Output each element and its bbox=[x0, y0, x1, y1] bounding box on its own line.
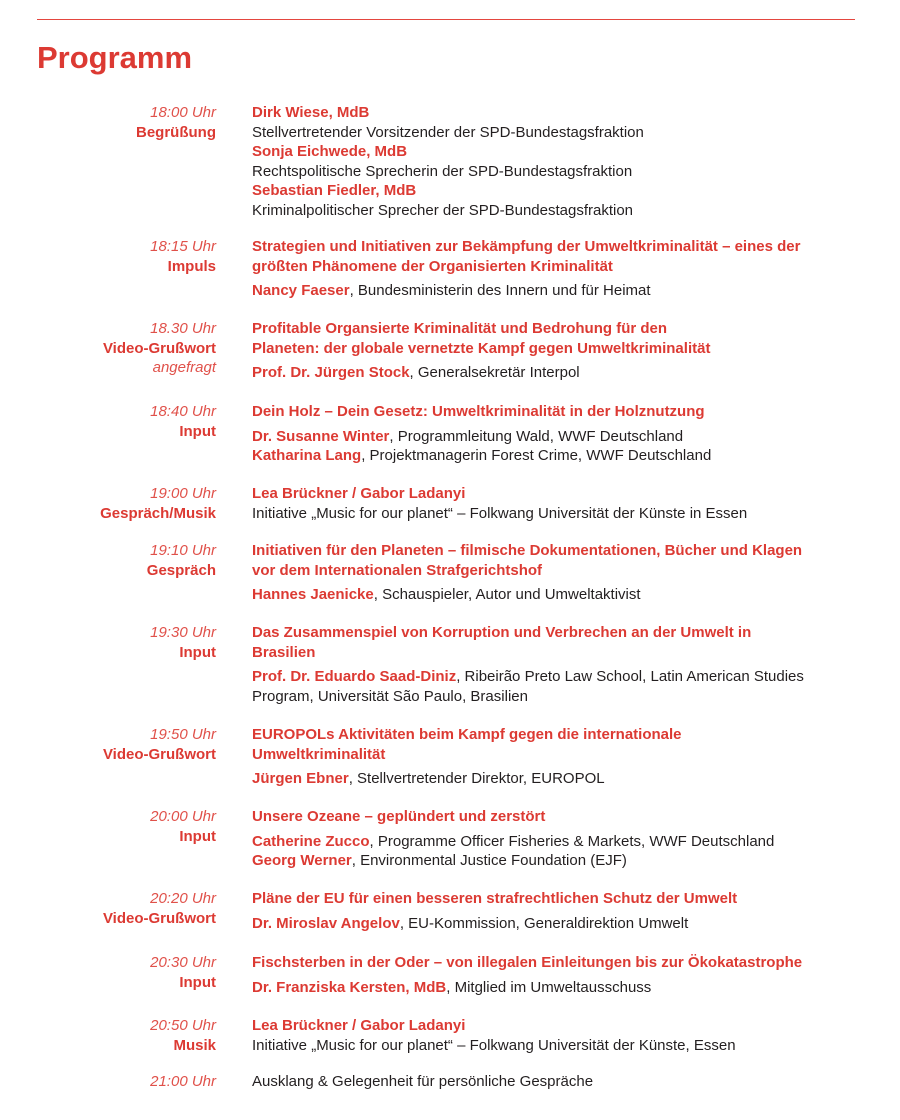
entry-meta bbox=[40, 237, 216, 276]
entry-meta bbox=[40, 889, 216, 928]
speaker-name: Prof. Dr. Eduardo Saad-Diniz bbox=[252, 668, 457, 685]
speaker-affiliation: , Stellvertretender Direktor, EUROPOL bbox=[348, 770, 605, 787]
entry-time: 18:40 Uhr bbox=[150, 403, 216, 420]
speaker-name: Nancy Faeser bbox=[252, 282, 350, 299]
entry-format: Gespräch bbox=[146, 561, 216, 579]
session-title bbox=[252, 807, 852, 827]
speaker-line bbox=[252, 769, 852, 789]
entry-meta bbox=[40, 103, 216, 142]
entry-meta bbox=[40, 319, 216, 378]
entry-time: 19:10 Uhr bbox=[150, 542, 216, 559]
speaker-affiliation: , Programmleitung Wald, WWF Deutschland bbox=[389, 427, 684, 445]
session-title-line: Initiativen für den Planeten – filmische Dokumentationen, Bücher und Klagen bbox=[252, 542, 803, 559]
session-title-line: Planeten: der globale vernetzte Kampf gegen Umweltkriminalität bbox=[252, 339, 711, 357]
entry-content bbox=[252, 484, 852, 523]
entry-content bbox=[252, 889, 852, 933]
entry-format: Impuls bbox=[167, 257, 216, 275]
session-title-line: Fischsterben in der Oder – von illegalen Einleitungen bis zur Ökokatastrophe bbox=[252, 954, 803, 971]
entry-time: 21:00 Uhr bbox=[150, 1073, 216, 1090]
entry-time: 20:50 Uhr bbox=[150, 1017, 216, 1034]
session-title-line: Profitable Organsierte Kriminalität und Bedrohung für den bbox=[252, 320, 668, 337]
entry-time: 19:30 Uhr bbox=[150, 624, 216, 641]
speaker-name: Lea Brückner / Gabor Ladanyi bbox=[252, 1017, 466, 1034]
entry-format: Video-Grußwort bbox=[102, 339, 216, 357]
entry-format: Input bbox=[179, 643, 216, 661]
session-title-line: Umweltkriminalität bbox=[252, 745, 386, 763]
speaker-line bbox=[252, 281, 852, 301]
speaker-affiliation: , EU-Kommission, Generaldirektion Umwelt bbox=[399, 914, 689, 932]
session-title bbox=[252, 725, 852, 764]
speaker-name: Dr. Miroslav Angelov bbox=[252, 914, 400, 932]
speaker-name: Lea Brückner / Gabor Ladanyi bbox=[252, 485, 466, 502]
speaker-line bbox=[252, 667, 852, 706]
closing-text: Ausklang & Gelegenheit für persönliche Gespräche bbox=[252, 1073, 594, 1090]
session-title bbox=[252, 237, 852, 276]
entry-content bbox=[252, 541, 852, 605]
speaker-role: Rechtspolitische Sprecherin der SPD-Bundestagsfraktion bbox=[252, 162, 633, 180]
speaker-name: Katharina Lang bbox=[252, 447, 362, 464]
speaker-affiliation: , Programme Officer Fisheries & Markets, WWF Deutschland bbox=[369, 832, 775, 850]
entry-content bbox=[252, 1016, 852, 1055]
session-title-line: Unsere Ozeane – geplündert und zerstört bbox=[252, 808, 546, 825]
speaker-line bbox=[252, 851, 852, 871]
speaker-name: Catherine Zucco bbox=[252, 832, 370, 850]
session-title-line: größten Phänomene der Organisierten Kriminalität bbox=[252, 257, 613, 275]
speaker-affiliation: , Environmental Justice Foundation (EJF) bbox=[351, 852, 627, 869]
speaker-name: Dr. Franziska Kersten, MdB bbox=[252, 978, 447, 996]
session-title bbox=[252, 889, 852, 909]
speaker-name: Hannes Jaenicke bbox=[252, 586, 374, 603]
speaker-role: Stellvertretender Vorsitzender der SPD-Bundestagsfraktion bbox=[252, 123, 644, 141]
entry-content bbox=[252, 953, 852, 997]
speaker-role: Kriminalpolitischer Sprecher der SPD-Bundestagsfraktion bbox=[252, 201, 634, 219]
speaker-line bbox=[252, 427, 852, 447]
entry-content bbox=[252, 1072, 852, 1092]
entry-meta bbox=[40, 402, 216, 441]
session-title bbox=[252, 319, 852, 358]
entry-meta bbox=[40, 484, 216, 523]
speaker-name: Prof. Dr. Jürgen Stock bbox=[252, 364, 410, 381]
entry-format: Musik bbox=[173, 1036, 216, 1054]
entry-meta bbox=[40, 725, 216, 764]
entry-content bbox=[252, 402, 852, 466]
speaker-affiliation: , Mitglied im Umweltausschuss bbox=[446, 978, 652, 996]
session-title-line: Brasilien bbox=[252, 643, 316, 661]
session-title-line: Pläne der EU für einen besseren strafrechtlichen Schutz der Umwelt bbox=[252, 890, 738, 907]
session-title bbox=[252, 623, 852, 662]
session-title bbox=[252, 541, 852, 580]
speaker-affiliation: , Bundesministerin des Innern und für Heimat bbox=[349, 282, 651, 299]
speaker-name: Sebastian Fiedler, MdB bbox=[252, 182, 417, 199]
entry-time: 20:30 Uhr bbox=[150, 954, 216, 971]
entry-content bbox=[252, 319, 852, 383]
speaker-affiliation: , Generalsekretär Interpol bbox=[409, 364, 580, 381]
speaker-line bbox=[252, 832, 852, 852]
speaker-name: Sonja Eichwede, MdB bbox=[252, 143, 408, 160]
speaker-line bbox=[252, 914, 852, 934]
session-title-line: vor dem Internationalen Strafgerichtshof bbox=[252, 561, 543, 579]
entry-time: 19:00 Uhr bbox=[150, 485, 216, 502]
entry-meta bbox=[40, 953, 216, 992]
entry-meta bbox=[40, 1016, 216, 1055]
session-title-line: Das Zusammenspiel von Korruption und Verbrechen an der Umwelt in bbox=[252, 624, 752, 641]
top-divider bbox=[37, 19, 855, 20]
entry-format: Video-Grußwort bbox=[102, 909, 216, 927]
speaker-line bbox=[252, 978, 852, 998]
page-title: Programm bbox=[37, 40, 193, 75]
session-title-line: EUROPOLs Aktivitäten beim Kampf gegen die internationale bbox=[252, 726, 682, 743]
entry-format: Begrüßung bbox=[136, 123, 216, 141]
entry-meta bbox=[40, 541, 216, 580]
entry-time: 18:00 Uhr bbox=[150, 104, 216, 121]
entry-format: Input bbox=[179, 827, 216, 845]
entry-content bbox=[252, 807, 852, 871]
entry-time: 19:50 Uhr bbox=[150, 726, 216, 743]
session-title-line: Strategien und Initiativen zur Bekämpfung der Umweltkriminalität – eines der bbox=[252, 238, 801, 255]
speaker-affiliation: , Ribeirão Preto Law School, Latin American Studies Program, Universität São Paulo, Brasilien bbox=[252, 668, 804, 705]
entry-format: Input bbox=[179, 422, 216, 440]
entry-time: 20:20 Uhr bbox=[150, 890, 216, 907]
speaker-name: Dirk Wiese, MdB bbox=[252, 104, 370, 121]
entry-content bbox=[252, 623, 852, 706]
entry-meta bbox=[40, 1072, 216, 1092]
entry-format: Gespräch/Musik bbox=[100, 504, 216, 522]
entry-format: Video-Grußwort bbox=[102, 745, 216, 763]
speaker-role: Initiative „Music for our planet“ – Folkwang Universität der Künste in Essen bbox=[252, 504, 748, 522]
speaker-affiliation: , Schauspieler, Autor und Umweltaktivist bbox=[373, 586, 641, 603]
entry-meta bbox=[40, 807, 216, 846]
session-title bbox=[252, 402, 852, 422]
entry-time: 18.30 Uhr bbox=[150, 320, 216, 337]
speaker-affiliation: , Projektmanagerin Forest Crime, WWF Deutschland bbox=[361, 447, 712, 464]
speaker-name: Jürgen Ebner bbox=[252, 770, 349, 787]
session-title-line: Dein Holz – Dein Gesetz: Umweltkriminalität in der Holznutzung bbox=[252, 403, 705, 420]
speaker-name: Dr. Susanne Winter bbox=[252, 427, 390, 445]
entry-meta bbox=[40, 623, 216, 662]
speaker-line bbox=[252, 585, 852, 605]
speaker-line bbox=[252, 446, 852, 466]
entry-format: Input bbox=[179, 973, 216, 991]
entry-content bbox=[252, 725, 852, 789]
entry-time: 18:15 Uhr bbox=[150, 238, 216, 255]
entry-note: angefragt bbox=[152, 359, 216, 376]
session-title bbox=[252, 953, 852, 973]
entry-time: 20:00 Uhr bbox=[150, 808, 216, 825]
entry-content bbox=[252, 237, 852, 301]
speaker-role: Initiative „Music for our planet“ – Folkwang Universität der Künste, Essen bbox=[252, 1036, 736, 1054]
speaker-line bbox=[252, 363, 852, 383]
entry-content bbox=[252, 103, 852, 220]
speaker-name: Georg Werner bbox=[252, 852, 352, 869]
